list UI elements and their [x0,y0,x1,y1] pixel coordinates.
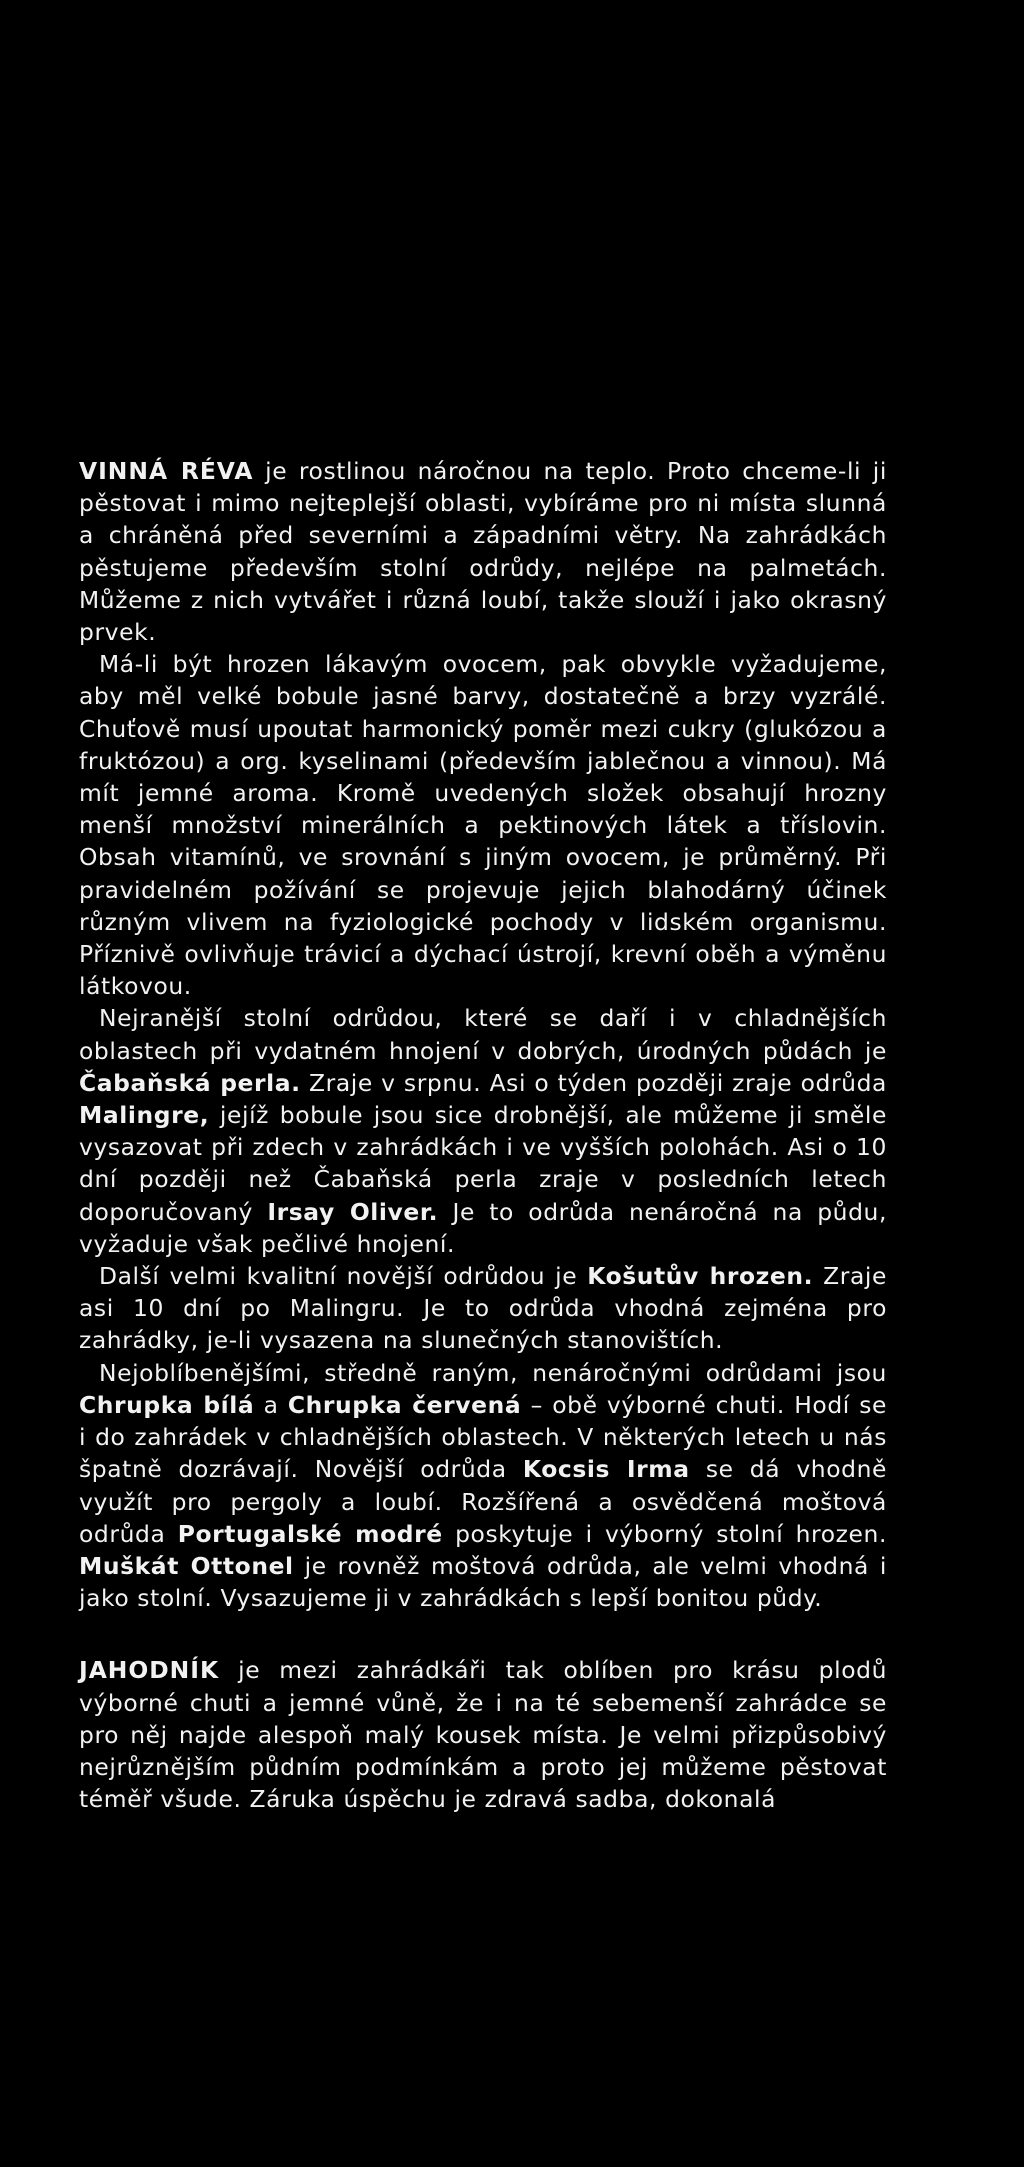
paragraph-text: poskytuje i výborný stolní hrozen. [442,1519,887,1548]
variety-name: Muškát Ottonel [79,1551,294,1580]
variety-name: Čabaňská perla. [79,1068,301,1097]
paragraph-kosutuv-hrozen [79,1260,887,1357]
paragraph-text: je rovněž moštová odrůda, ale velmi vhodná i jako stolní. Vysazujeme ji v zahrádkách s lepší bonitou půdy. [79,1551,887,1613]
paragraph-text: je rostlinou náročnou na teplo. Proto chceme-li ji pěstovat i mimo nejteplejší oblasti, vybíráme pro ni místa slunná a chráněná před severními a západními větry. Na zahrádkách pěstujeme především stolní odrůdy, nejlépe na palmetách. Můžeme z nich vytvářet i různá loubí, takže slouží i jako okrasný prvek. [79,457,887,647]
variety-name: Kocsis Irma [522,1455,690,1484]
variety-name: Malingre, [79,1101,210,1130]
paragraph-text: – obě výborné chuti. Hodí se i do zahrádek v chladnějších oblastech. V některých letech u nás špatně dozrávají. Novější odrůda [79,1390,887,1484]
paragraph-text: Je to odrůda nenáročná na půdu, vyžaduje však pečlivé hnojení. [79,1197,887,1258]
variety-name: Košutův hrozen. [587,1262,814,1291]
paragraph-text: se dá vhodně využít pro pergoly a loubí. Rozšířená a osvědčená moštová odrůda [79,1455,888,1548]
paragraph-hrozen-quality [79,648,887,1002]
paragraph-text: Zraje asi 10 dní po Malingru. Je to odrůda vhodná zejména pro zahrádky, je-li vysazena na slunečných stanovištích. [79,1262,887,1355]
paragraph-text: a [254,1390,288,1419]
variety-name: Portugalské modré [177,1519,443,1548]
paragraph-text: Zraje v srpnu. Asi o týden později zraje odrůda [300,1068,887,1097]
paragraph-text: je mezi zahrádkáři tak oblíben pro krásu plodů výborné chuti a jemné vůně, že i na té sebemenší zahrádce se pro něj najde alespoň malý kousek místa. Je velmi přizpůsobivý nejrůznějším půdním podmínkám a proto jej můžeme pěstovat téměř všude. Záruka úspěchu je zdravá sadba, dokonalá [79,1656,887,1814]
paragraph-text: jejíž bobule jsou sice drobnější, ale můžeme ji směle vysazovat při zdech v zahrádkách i ve vyšších polohách. Asi o 10 dní později než Čabaňská perla zraje v posledních letech doporučovaný [79,1101,887,1226]
variety-name: Chrupka červená [287,1390,522,1419]
paragraph-vinna-reva-intro [79,455,887,648]
paragraph-text: Nejoblíbenějšími, středně raným, nenáročnými odrůdami jsou [99,1358,887,1387]
paragraph-text: Nejranější stolní odrůdou, které se daří i v chladnějších oblastech při vydatném hnojení v dobrých, úrodných půdách je [79,1004,887,1065]
paragraph-early-varieties [79,1002,887,1260]
paragraph-text: Má-li být hrozen lákavým ovocem, pak obvykle vyžadujeme, aby měl velké bobule jasné barvy, dostatečně a brzy vyzrálé. Chuťově musí upoutat harmonický poměr mezi cukry (glukózou a fruktózou) a org. kyselinami (především jablečnou a vinnou). Má mít jemné aroma. Kromě uvedených složek obsahují hrozny menší množství minerálních a pektinových látek a tříslovin. Obsah vitamínů, ve srovnání s jiným ovocem, je průměrný. Při pravidelném požívání se projevuje jejich blahodárný účinek různým vlivem na fyziologické pochody v lidském organismu. Příznivě ovlivňuje trávicí a dýchací ústrojí, krevní oběh a výměnu látkovou. [79,650,887,1001]
section-heading-vinna-reva: VINNÁ RÉVA [79,457,254,485]
paragraph-popular-varieties [79,1357,887,1615]
variety-name: Chrupka bílá [79,1390,255,1419]
paragraph-text: Další velmi kvalitní novější odrůdou je [99,1262,588,1291]
page-text [79,455,887,1815]
variety-name: Irsay Oliver. [267,1197,439,1226]
paragraph-jahodnik-intro [79,1654,887,1815]
section-heading-jahodnik: JAHODNÍK [79,1656,220,1685]
